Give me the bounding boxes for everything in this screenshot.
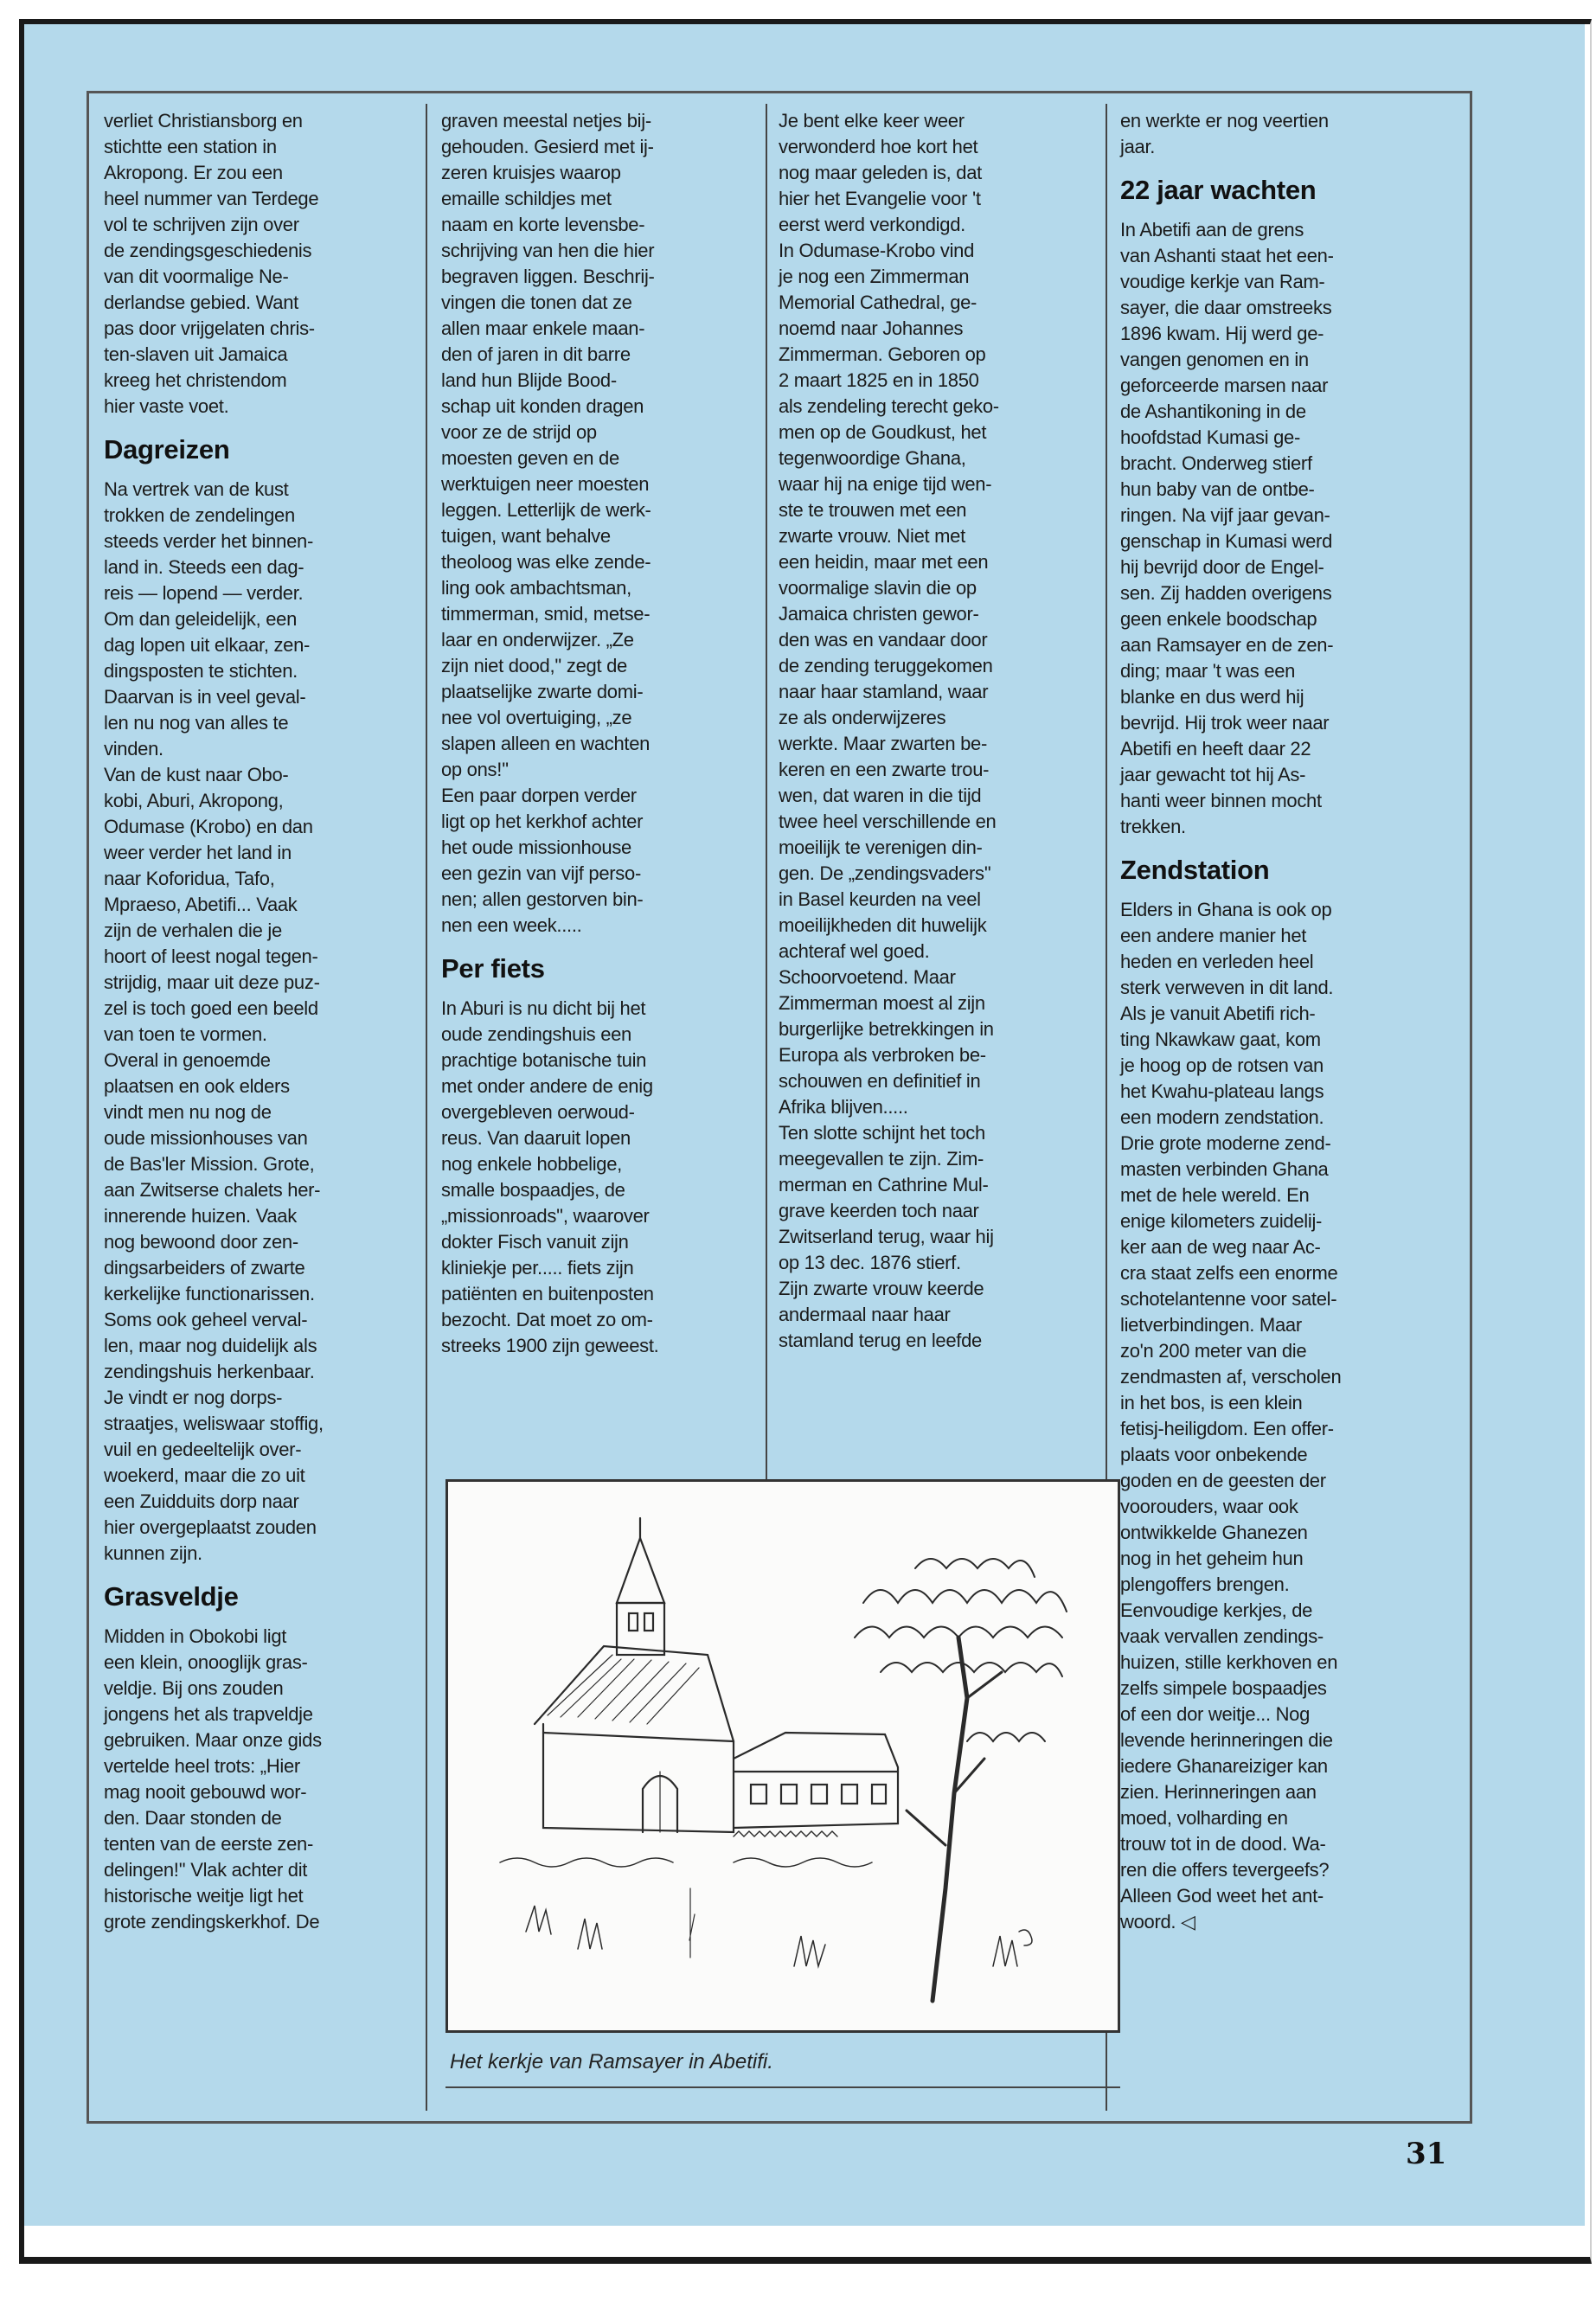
paragraph: Na vertrek van de kust trokken de zendelingen steeds verder het binnen- land in. Steeds een dag- reis — lopend — verder. Om dan geleidelijk, een dag lopen uit elkaar, zen- dingsposten te stichten. Daarvan is in veel geval- len nu nog van alles te vinden. [104,478,313,760]
tree-trunk [933,1638,967,2001]
section-heading: Zendstation [1120,855,1270,885]
column-4 [1120,108,1449,1935]
church-sketch [445,1479,1120,2033]
section-heading: 22 jaar wachten [1120,175,1317,205]
roof [535,1646,734,1741]
page-number: 31 [1406,2137,1447,2171]
column-1 [104,108,407,1935]
paragraph: Ten slotte schijnt het toch meegevallen te zijn. Zim- merman en Cathrine Mul- grave keerden toch naar Zwitserland terug, waar hij op 13 dec. 1876 stierf. Zijn zwarte vrouw keerde andermaal naar haar stamland terug en leefde [779,1122,994,1351]
mission-house [734,1733,898,1828]
paragraph: Elders in Ghana is ook op een andere manier het heden en verleden heel sterk verweven in dit land. Als je vanuit Abetifi rich- ting Nkawkaw gaat, kom je hoog op de rotsen van het Kwahu-plateau langs een modern zendstation. Drie grote moderne zend- masten verbinden Ghana met de hele wereld. En enige kilometers zuidelij- ker aan de weg naar Ac- cra staat zelfs een enorme schotelantenne voor satel- lietverbindingen. Maar zo'n 200 meter van die zendmasten af, verscholen in het bos, is een klein fetisj-heiligdom. Een offer- plaats voor onbekende goden en de geesten der voorouders, waar ook ontwikkelde Ghanezen nog in het geheim hun plengoffers brengen. Eenvoudige kerkjes, de vaak vervallen zendings- huizen, stille kerkhoven en zelfs simpele bospaadjes of een dor weitje... Nog levende herinneringen die iedere Ghanareiziger kan zien. Herinneringen aan moed, volharding en trouw tot in de dood. Wa- ren die offers tevergeefs? Alleen God weet het ant- woord. ◁ [1120,899,1342,1932]
paragraph: verliet Christiansborg en stichtte een station in Akropong. Er zou een heel nummer van Terdege vol te schrijven zijn over de zendingsgeschiedenis van dit voormalige Ne- derlandse gebied. Want pas door vrijgelaten chris- ten-slaven uit Jamaica kreeg het christendom hier vaste voet. [104,110,319,417]
section-heading: Grasveldje [104,1581,239,1612]
paragraph: Je bent elke keer weer verwonderd hoe kort het nog maar geleden is, dat hier het Evangelie voor 't eerst werd verkondigd. [779,110,982,235]
paragraph: Overal in genoemde plaatsen en ook elders vindt men nu nog de oude missionhouses van de Bas'ler Mission. Grote, aan Zwitserse chalets her- innerende huizen. Vaak nog bewoond door zen- dingsarbeiders of zwarte kerkelijke functionarissen. Soms ook geheel verval- len, maar nog duidelijk als zendingshuis herkenbaar. [104,1049,321,1382]
paragraph: en werkte er nog veertien jaar. [1120,110,1329,157]
section-heading: Dagreizen [104,434,230,465]
paragraph: In Abetifi aan de grens van Ashanti staat het een- voudige kerkje van Ram- sayer, die daar omstreeks 1896 kwam. Hij werd ge- vangen genomen en in geforceerde marsen naar de Ashantikoning in de hoofdstad Kumasi ge- bracht. Onderweg stierf hun baby van de ontbe- ringen. Na vijf jaar gevan- genschap in Kumasi werd hij bevrijd door de Engel- sen. Zij hadden overigens geen enkele boodschap aan Ramsayer en de zen- ding; maar 't was een blanke en dus werd hij bevrijd. Hij trok weer naar Abetifi en heeft daar 22 jaar gewacht tot hij As- hanti weer binnen mocht trekken. [1120,219,1334,837]
paragraph: Schoorvoetend. Maar Zimmerman moest al zijn burgerlijke betrekkingen in Europa als verbroken be- schouwen en definitief in Afrika blijven..... [779,966,994,1118]
paragraph: Midden in Obokobi ligt een klein, onooglijk gras- veldje. Bij ons zouden jongens het als trapveldje gebruiken. Maar onze gids vertelde heel trots: „Hier mag nooit gebouwd wor- den. Daar stonden de tenten van de eerste zen- delingen!'' Vlak achter dit historische weitje ligt het grote zendingskerkhof. De [104,1625,322,1932]
section-heading: Per fiets [441,953,545,984]
paragraph: Je vindt er nog dorps- straatjes, weliswaar stoffig, vuil en gedeeltelijk over- woekerd, maar die zo uit een Zuidduits dorp naar hier overgeplaatst zouden kunnen zijn. [104,1387,324,1564]
column-rule [766,104,767,1488]
paragraph: In Odumase-Krobo vind je nog een Zimmerman Memorial Cathedral, ge- noemd naar Johannes Zimmerman. Geboren op 2 maart 1825 en in 1850 als zendeling terecht geko- men op de Goudkust, het tegenwoordige Ghana, waar hij na enige tijd wen- ste te trouwen met een zwarte vrouw. Niet met een heidin, maar met een voormalige slavin die op Jamaica christen gewor- den was en vandaar door de zending teruggekomen naar haar stamland, waar ze als onderwijzeres werkte. Maar zwarten be- keren en een zwarte trou- wen, dat waren in die tijd twee heel verschillende en moeilijk te verenigen din- gen. De „zendingsvaders'' in Basel keurden na veel moeilijkheden dit huwelijk achteraf wel goed. [779,240,999,962]
paragraph: graven meestal netjes bij- gehouden. Gesierd met ij- zeren kruisjes waarop emaille schildjes met naam en korte levensbe- schrijving van hen die hier begraven liggen. Beschrij- vingen die tonen dat ze allen maar enkele maan- den of jaren in dit barre land hun Blijde Bood- schap uit konden dragen voor ze de strijd op moesten geven en de werktuigen neer moesten leggen. Letterlijk de werk- tuigen, want behalve theoloog was elke zende- ling ook ambachtsman, timmerman, smid, metse- laar en onderwijzer. „Ze zijn niet dood,'' zegt de plaatselijke zwarte domi- nee vol overtuiging, „ze slapen alleen en wachten op ons!'' [441,110,655,780]
column-3 [779,108,1083,1354]
church-drawing [448,1482,1118,2030]
paragraph: Van de kust naar Obo- kobi, Aburi, Akropong, Odumase (Krobo) en dan weer verder het land in naar Koforidua, Tafo, Mpraeso, Abetifi... Vaak zijn de verhalen die je hoort of leest nogal tegen- strijdig, maar uit deze puz- zel is toch goed een beeld van toen te vormen. [104,764,320,1045]
spire [617,1538,664,1603]
tree-foliage [863,1590,1067,1612]
caption-rule [445,2086,1120,2088]
figure-caption: Het kerkje van Ramsayer in Abetifi. [450,2050,773,2073]
column-rule [426,104,427,2111]
paragraph: In Aburi is nu dicht bij het oude zendingshuis een prachtige botanische tuin met onder andere de enig overgebleven oerwoud- reus. Van daaruit lopen nog enkele hobbelige, smalle bospaadjes, de „missionroads'', waarover dokter Fisch vanuit zijn kliniekje per..... fiets zijn patiënten en buitenposten bezocht. Dat moet zo om- streeks 1900 zijn geweest. [441,997,659,1356]
ground-hatching [500,1858,673,1867]
paragraph: Een paar dorpen verder ligt op het kerkhof achter het oude missionhouse een gezin van vijf perso- nen; allen gestorven bin- nen een week..... [441,785,644,936]
column-2 [441,108,746,1359]
